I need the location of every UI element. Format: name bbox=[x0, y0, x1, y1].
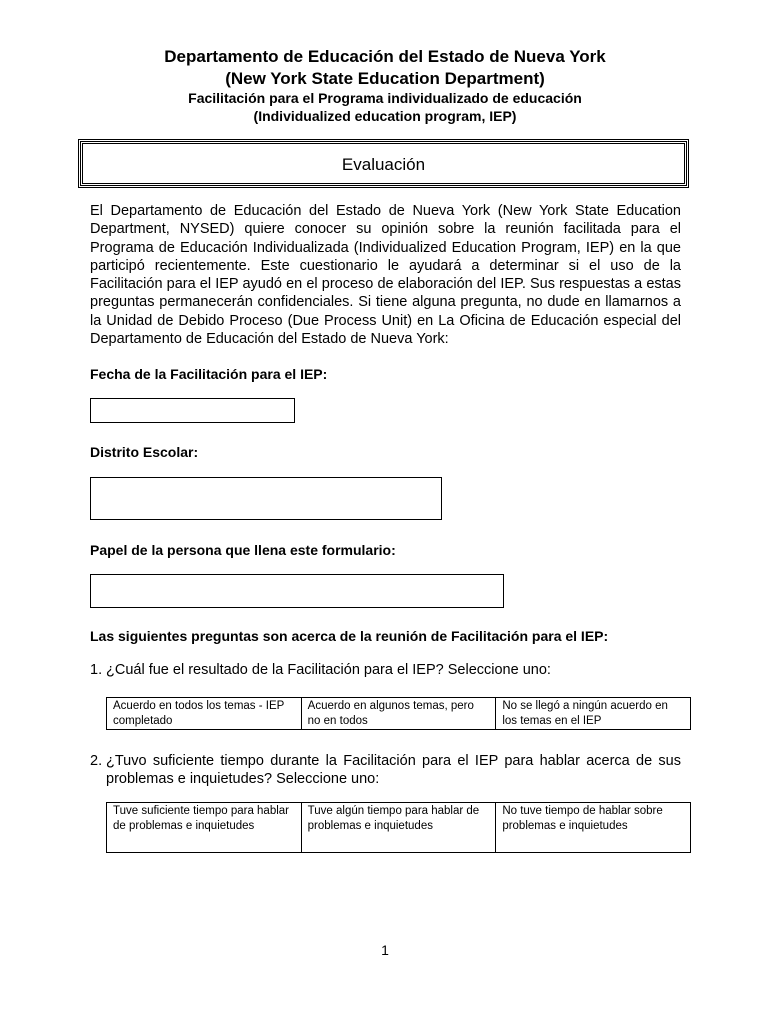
question-1-option-1[interactable]: Acuerdo en todos los temas - IEP completado bbox=[107, 698, 302, 730]
fecha-input[interactable] bbox=[90, 398, 295, 423]
section-title-box bbox=[80, 141, 687, 186]
question-1-options bbox=[106, 697, 691, 730]
question-1-option-2[interactable]: Acuerdo en algunos temas, pero no en todos bbox=[301, 698, 496, 730]
question-1-option-3[interactable]: No se llegó a ningún acuerdo en los temas en el IEP bbox=[496, 698, 691, 730]
header-agency-spanish: Departamento de Educación del Estado de Nueva York bbox=[164, 47, 606, 66]
question-2-number: 2. bbox=[90, 753, 103, 769]
papel-label: Papel de la persona que llena este formulario: bbox=[90, 542, 396, 558]
intro-paragraph: El Departamento de Educación del Estado de Nueva York (New York State Education Department, NYSED) quiere conocer su opinión sobre la reunión facilitada para el Programa de Educación Individualizada (Individualized Education Program, IEP) en la que participó recientemente. Este cuestionario le ayudará a determinar si el uso de la Facilitación para el IEP ayudó en el proceso de elaboración del IEP. Sus respuestas a estas preguntas permanecerán confidenciales. Si tiene alguna pregunta, no dude en llamarnos a la Unidad de Debido Proceso (Due Process Unit) en La Oficina de Educación especial del Departamento de Educación del Estado de Nueva York: bbox=[90, 203, 681, 348]
question-1-number: 1. bbox=[90, 662, 103, 678]
questions-heading: Las siguientes preguntas son acerca de la reunión de Facilitación para el IEP: bbox=[90, 628, 609, 644]
section-title: Evaluación bbox=[341, 155, 426, 174]
question-1-text: ¿Cuál fue el resultado de la Facilitación para el IEP? Seleccione uno: bbox=[106, 662, 551, 678]
page-number: 1 bbox=[381, 942, 389, 958]
question-2-options bbox=[106, 802, 691, 853]
question-2-option-3[interactable]: No tuve tiempo de hablar sobre problemas e inquietudes bbox=[496, 803, 691, 853]
distrito-input[interactable] bbox=[90, 477, 442, 520]
distrito-label: Distrito Escolar: bbox=[90, 444, 199, 460]
question-2-text: ¿Tuvo suficiente tiempo durante la Facilitación para el IEP para hablar acerca de sus problemas e inquietudes? Seleccione uno: bbox=[106, 753, 681, 787]
question-2-option-1[interactable]: Tuve suficiente tiempo para hablar de problemas e inquietudes bbox=[107, 803, 302, 853]
papel-input[interactable] bbox=[90, 574, 504, 608]
fecha-label: Fecha de la Facilitación para el IEP: bbox=[90, 366, 328, 382]
question-2-option-2[interactable]: Tuve algún tiempo para hablar de problemas e inquietudes bbox=[301, 803, 496, 853]
header-agency-english: (New York State Education Department) bbox=[225, 69, 545, 88]
header-program-spanish: Facilitación para el Programa individualizado de educación bbox=[188, 90, 582, 106]
header-program-english: (Individualized education program, IEP) bbox=[253, 108, 517, 124]
